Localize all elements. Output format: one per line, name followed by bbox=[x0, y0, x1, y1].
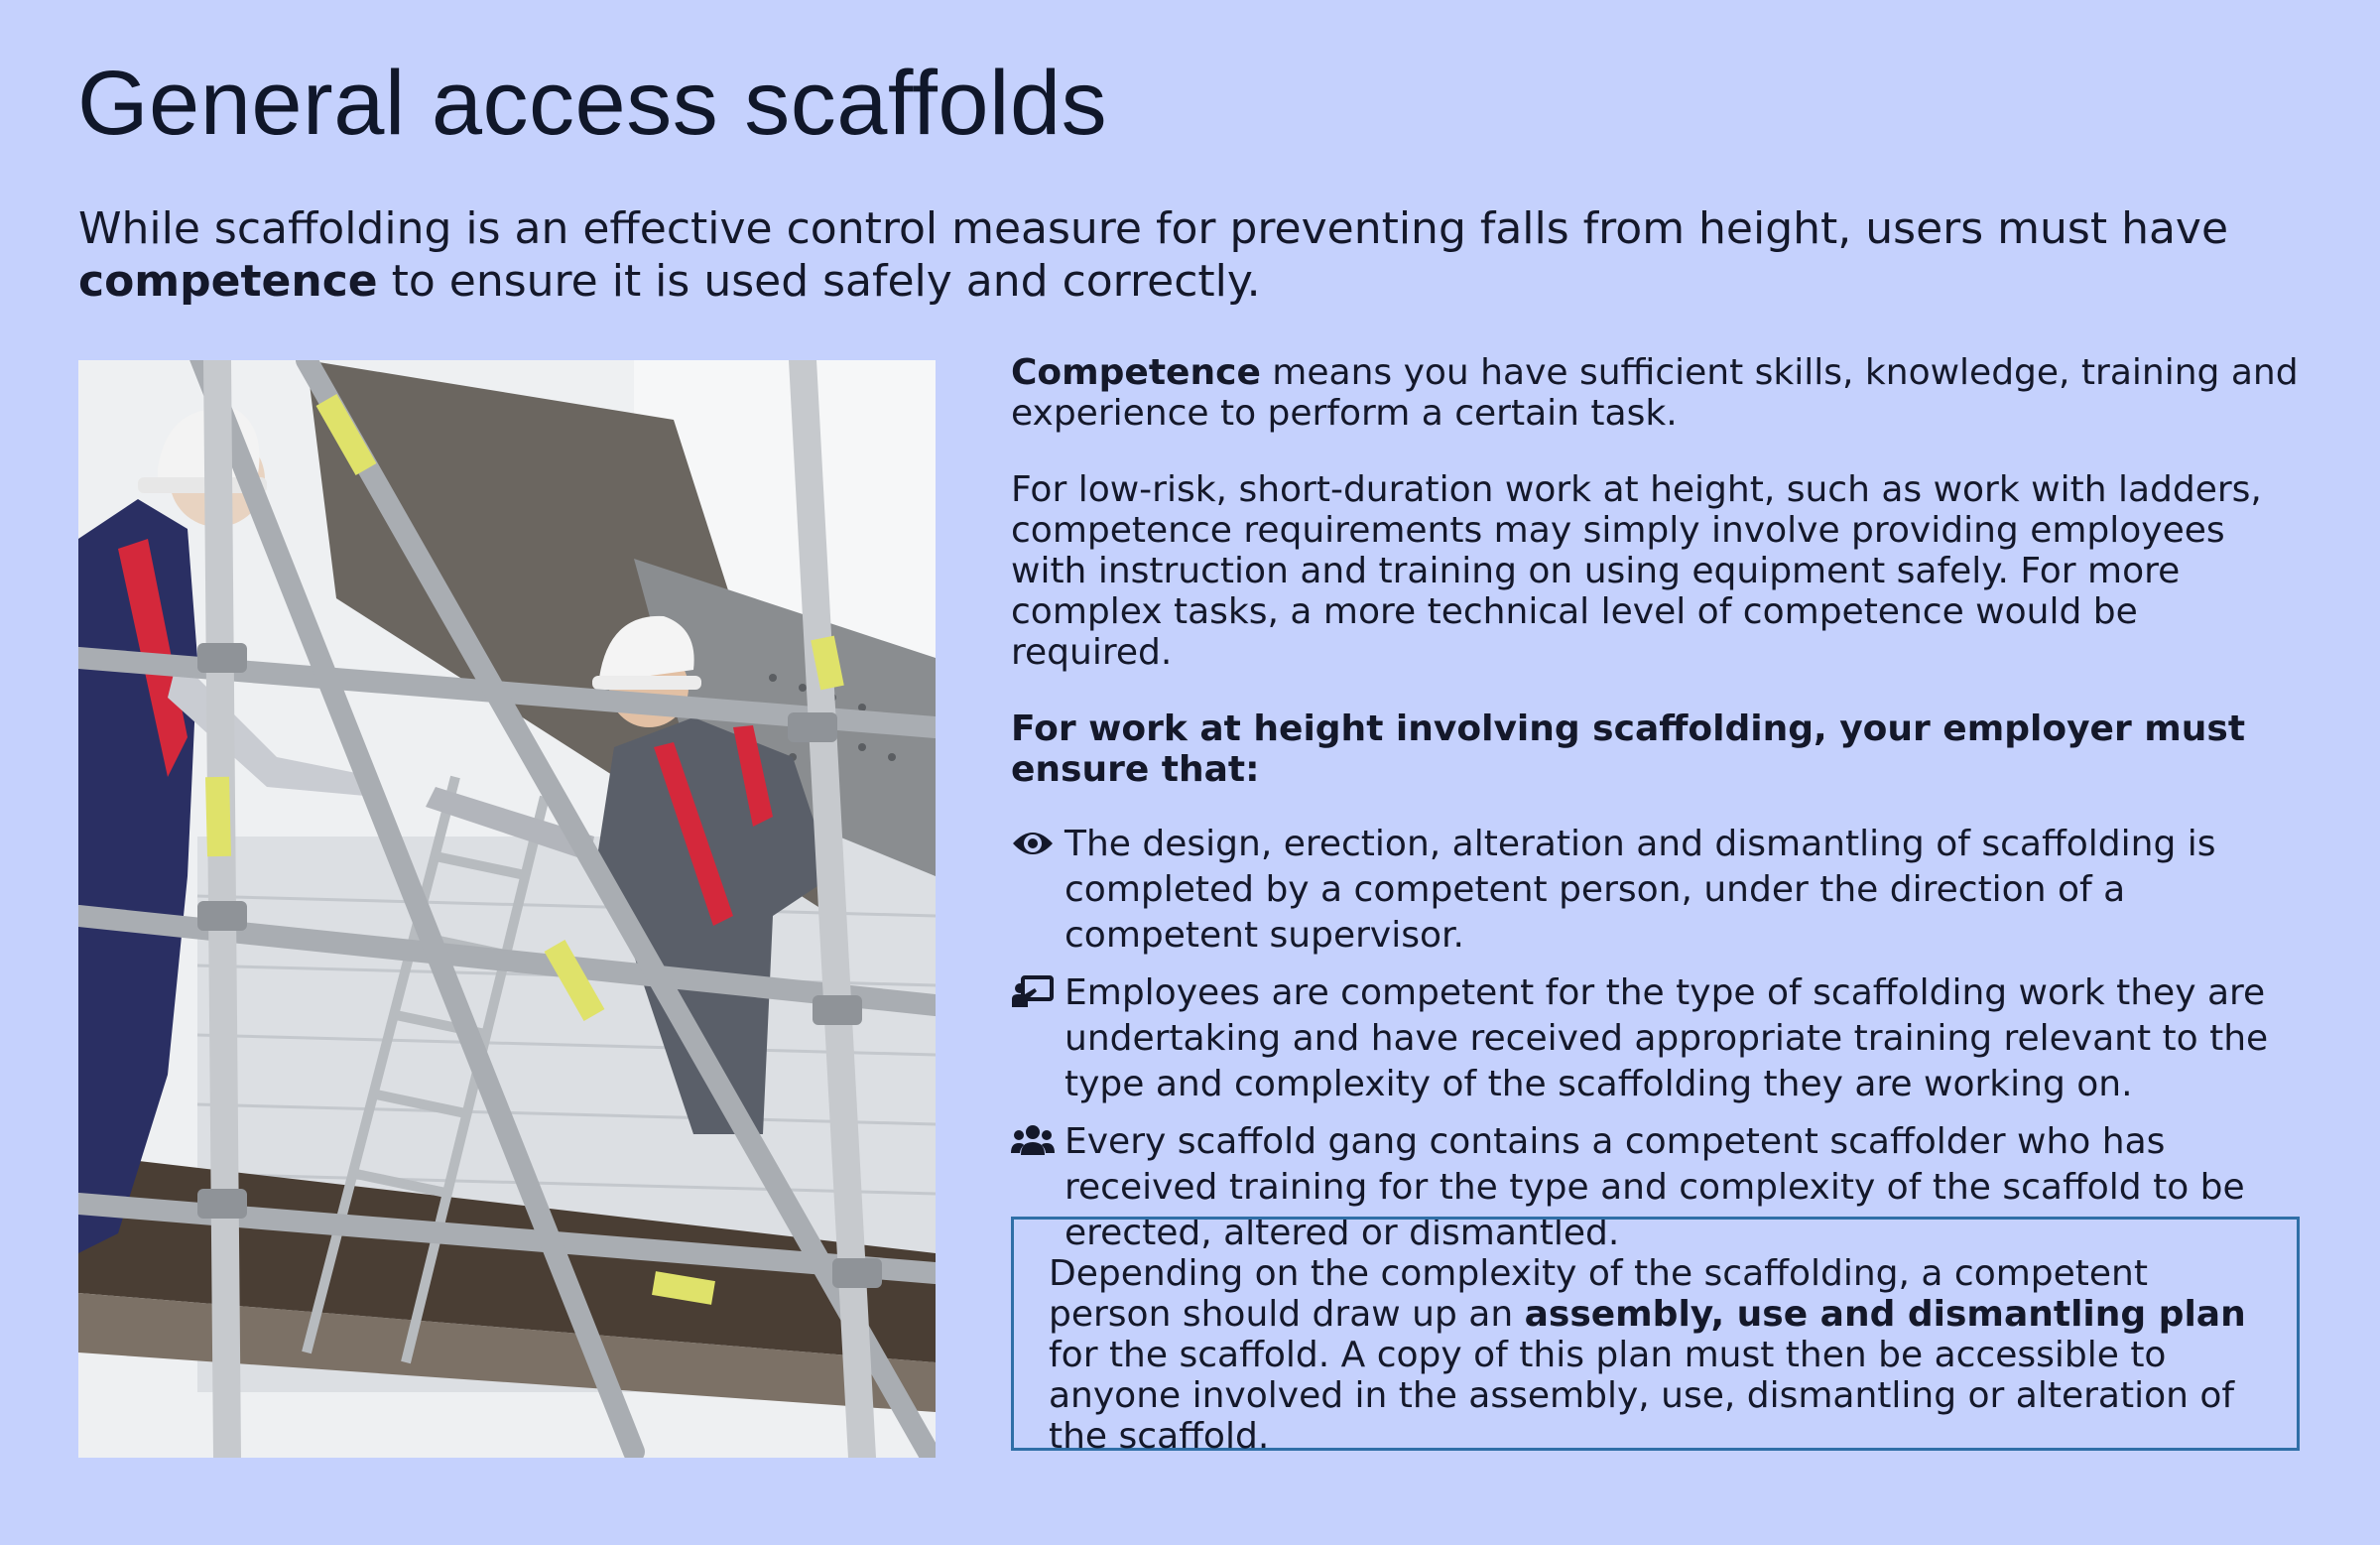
low-risk-paragraph: For low-risk, short-duration work at height, such as work with ladders, competence requirements may simply involve providing employees with instruction and training on using equipment safely. For more complex tasks, a more technical level of competence would be required. bbox=[1011, 469, 2262, 673]
definition-text: means you have sufficient skills, knowledge, training and experience to perform a certain task. bbox=[1011, 352, 2299, 434]
intro-paragraph bbox=[78, 202, 2311, 308]
definition-term: Competence bbox=[1011, 352, 1261, 393]
page-title: General access scaffolds bbox=[77, 53, 1108, 154]
intro-text-start: While scaffolding is an effective control measure for preventing falls from height, users must have bbox=[78, 203, 2229, 254]
intro-bold-term: competence bbox=[78, 256, 378, 307]
content-column bbox=[1011, 352, 2301, 1268]
callout-text-start: Depending on the complexity of the scaffolding, a competent person should draw up an bbox=[1049, 1253, 2148, 1335]
callout-text-end: for the scaffold. A copy of this plan must then be accessible to anyone involved in the assembly, use, dismantling or alteration of the scaffold. bbox=[1049, 1335, 2235, 1457]
plan-callout-box bbox=[1011, 1217, 2300, 1457]
scaffold-workers-photo bbox=[78, 360, 936, 1458]
intro-text-end: to ensure it is used safely and correctly. bbox=[377, 256, 1261, 307]
employer-duties-heading: For work at height involving scaffolding, your employer must ensure that: bbox=[1011, 708, 2246, 790]
competence-definition bbox=[1011, 352, 2301, 434]
presenter-board-icon bbox=[1011, 974, 1055, 1010]
employer-duties-list bbox=[1011, 822, 2301, 1256]
list-item-text: The design, erection, alteration and dismantling of scaffolding is completed by a competent person, under the direction of a competent supervisor. bbox=[1065, 824, 2216, 956]
list-item bbox=[1011, 970, 2301, 1107]
callout-text bbox=[1049, 1253, 2263, 1457]
group-icon bbox=[1011, 1123, 1055, 1159]
list-item-text: Every scaffold gang contains a competent scaffolder who has received training for the type and complexity of the scaffold to be erected, altered or dismantled. bbox=[1065, 1121, 2245, 1253]
eye-icon bbox=[1011, 826, 1055, 861]
callout-bold-term: assembly, use and dismantling plan bbox=[1524, 1294, 2246, 1335]
list-item-text: Employees are competent for the type of scaffolding work they are undertaking and have received appropriate training relevant to the type and complexity of the scaffolding they are working on. bbox=[1065, 972, 2269, 1104]
list-item bbox=[1011, 822, 2301, 959]
